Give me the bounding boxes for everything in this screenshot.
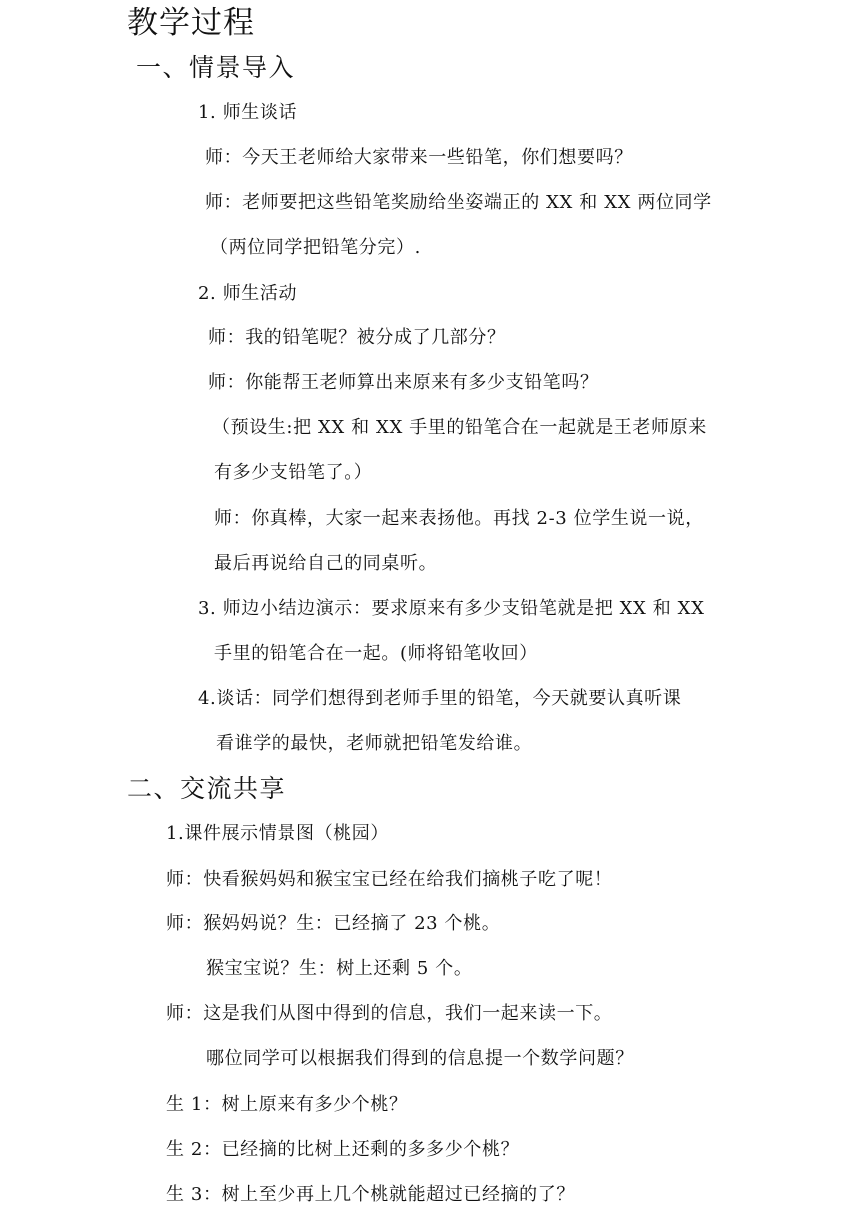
text-line: 3. 师边小结边演示：要求原来有多少支铅笔就是把 XX 和 XX <box>198 598 705 619</box>
text-line: 1. 师生谈话 <box>198 102 298 123</box>
text-line: 最后再说给自己的同桌听。 <box>214 553 438 574</box>
text-line: 师：今天王老师给大家带来一些铅笔，你们想要吗？ <box>205 147 633 168</box>
text-line: 师：快看猴妈妈和猴宝宝已经在给我们摘桃子吃了呢！ <box>166 869 613 890</box>
text-line: 看谁学的最快，老师就把铅笔发给谁。 <box>216 733 533 754</box>
text-line: 师：你真棒，大家一起来表扬他。再找 2-3 位学生说一说， <box>214 508 704 529</box>
text-line: 师：我的铅笔呢？被分成了几部分？ <box>208 327 506 348</box>
section-heading-1: 一、情景导入 <box>136 53 296 82</box>
text-line: （两位同学把铅笔分完）. <box>210 237 421 258</box>
text-line: 4.谈话：同学们想得到老师手里的铅笔，今天就要认真听课 <box>198 688 682 709</box>
text-line: 哪位同学可以根据我们得到的信息提一个数学问题？ <box>206 1048 634 1069</box>
page-title: 教学过程 <box>127 5 255 41</box>
text-line: 师：这是我们从图中得到的信息，我们一起来读一下。 <box>166 1003 613 1024</box>
text-line: 有多少支铅笔了。） <box>214 462 373 483</box>
text-line: 师：老师要把这些铅笔奖励给坐姿端正的 XX 和 XX 两位同学 <box>205 192 712 213</box>
text-line: 1.课件展示情景图（桃园） <box>166 823 389 844</box>
text-line: 猴宝宝说？生：树上还剩 5 个。 <box>206 958 473 979</box>
text-line: 生 1：树上原来有多少个桃？ <box>166 1094 408 1115</box>
text-line: 2. 师生活动 <box>198 283 298 304</box>
text-line: 手里的铅笔合在一起。(师将铅笔收回） <box>214 643 538 664</box>
text-line: 生 2：已经摘的比树上还剩的多多少个桃？ <box>166 1139 520 1160</box>
text-line: 师：猴妈妈说？生：已经摘了 23 个桃。 <box>166 913 501 934</box>
text-line: 师：你能帮王老师算出来原来有多少支铅笔吗？ <box>208 372 599 393</box>
text-line: 生 3：树上至少再上几个桃就能超过已经摘的了？ <box>166 1184 575 1205</box>
text-line: （预设生:把 XX 和 XX 手里的铅笔合在一起就是王老师原来 <box>212 417 707 438</box>
section-heading-2: 二、交流共享 <box>127 774 287 803</box>
